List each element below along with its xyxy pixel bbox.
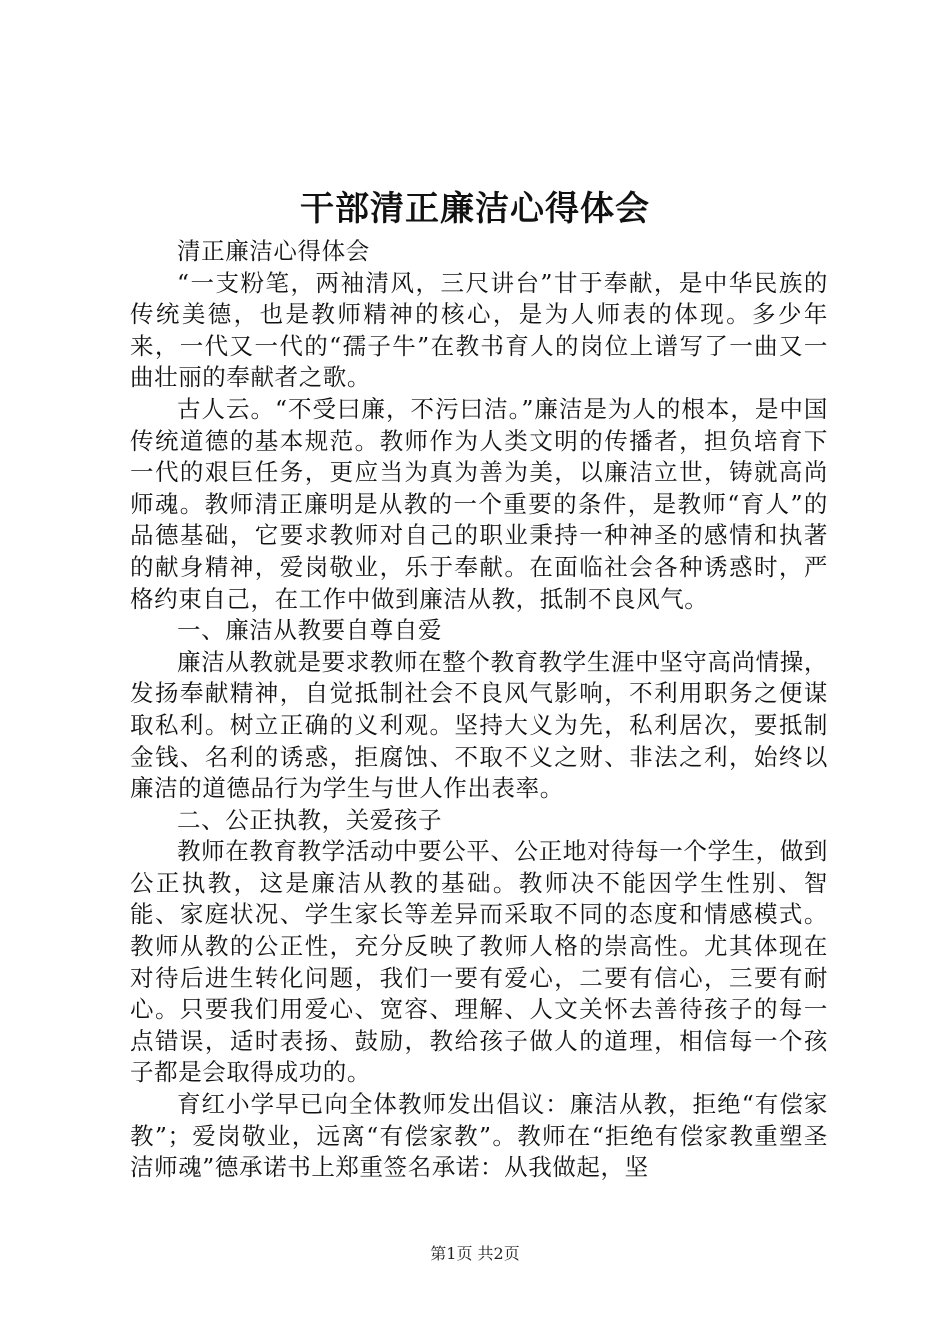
paragraph-subtitle: 清正廉洁心得体会 (177, 237, 370, 265)
document-title: 干部清正廉洁心得体会 (300, 189, 650, 229)
paragraph: 育红小学早已向全体教师发出倡议：廉洁从教，拒绝“有偿家教”；爱岗敬业，远离“有偿家教”。教师在“拒绝有偿家教重塑圣洁师魂”德承诺书上郑重签名承诺：从我做起，坚 (130, 1090, 828, 1182)
paragraph: 廉洁从教就是要求教师在整个教育教学生涯中坚守高尚情操，发扬奉献精神，自觉抵制社会不良风气影响，不利用职务之便谋取私利。树立正确的义利观。坚持大义为先，私利居次，要抵制金钱、名利的诱惑，拒腐蚀、不取不义之财、非法之利，始终以廉洁的道德品行为学生与世人作出表率。 (130, 647, 828, 803)
paragraph: 教师在教育教学活动中要公平、公正地对待每一个学生，做到公正执教，这是廉洁从教的基础。教师决不能因学生性别、智能、家庭状况、学生家长等差异而采取不同的态度和情感模式。教师从教的公正性，充分反映了教师人格的崇高性。尤其体现在对待后进生转化问题，我们一要有爱心，二要有信心，三要有耐心。只要我们用爱心、宽容、理解、人文关怀去善待孩子的每一点错误，适时表扬、鼓励，教给孩子做人的道理，相信每一个孩子都是会取得成功的。 (130, 837, 828, 1087)
document-body (130, 236, 828, 1184)
paragraph: “一支粉笔，两袖清风，三尺讲台”甘于奉献，是中华民族的传统美德，也是教师精神的核心，是为人师表的体现。多少年来，一代又一代的“孺子牛”在教书育人的岗位上谱写了一曲又一曲壮丽的奉献者之歌。 (130, 268, 828, 392)
section-heading: 一、廉洁从教要自尊自爱 (177, 616, 443, 645)
page-footer: 第1页 共2页 (430, 1244, 520, 1263)
paragraph: 古人云。“不受曰廉，不污曰洁。”廉洁是为人的根本，是中国传统道德的基本规范。教师作为人类文明的传播者，担负培育下一代的艰巨任务，更应当为真为善为美，以廉洁立世，铸就高尚师魂。教师清正廉明是从教的一个重要的条件，是教师“育人”的品德基础，它要求教师对自己的职业秉持一种神圣的感情和执著的献身精神，爱岗敬业，乐于奉献。在面临社会各种诱惑时，严格约束自己，在工作中做到廉洁从教，抵制不良风气。 (130, 394, 828, 613)
section-heading: 二、公正执教，关爱孩子 (177, 805, 443, 834)
